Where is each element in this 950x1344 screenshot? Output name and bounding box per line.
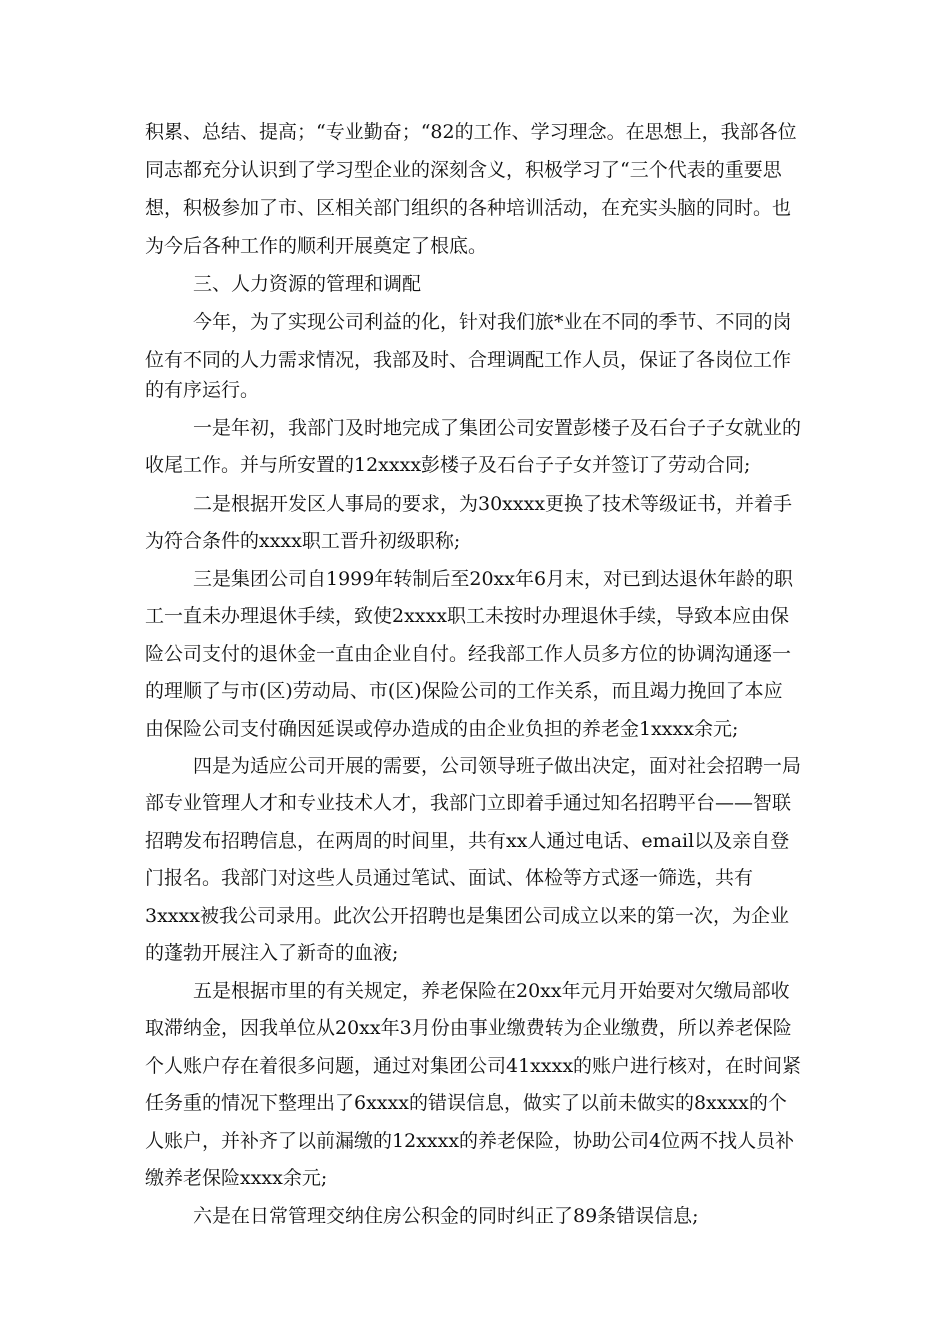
text-line: 个人账户存在着很多问题，通过对集团公司41xxxx的账户进行核对，在时间紧 (145, 1055, 802, 1077)
text-line: 取滞纳金，因我单位从20xx年3月份由事业缴费转为企业缴费，所以养老保险 (145, 1017, 792, 1039)
text-line: 六是在日常管理交纳住房公积金的同时纠正了89条错误信息; (193, 1205, 699, 1227)
text-line: 为符合条件的xxxx职工晋升初级职称; (145, 530, 461, 552)
text-line: 为今后各种工作的顺利开展奠定了根底。 (145, 235, 488, 257)
text-line: 同志都充分认识到了学习型企业的深刻含义，积极学习了“三个代表的重要思 (145, 159, 782, 181)
text-line: 招聘发布招聘信息，在两周的时间里，共有xx人通过电话、email以及亲自登 (145, 830, 790, 852)
text-line: 的蓬勃开展注入了新奇的血液; (145, 942, 399, 964)
text-line: 收尾工作。并与所安置的12xxxx彭楼子及石台子子女并签订了劳动合同; (145, 454, 751, 476)
text-line: 人账户，并补齐了以前漏缴的12xxxx的养老保险，协助公司4位两不找人员补 (145, 1130, 795, 1152)
text-line: 积累、总结、提高；“专业勤奋；“82的工作、学习理念。在思想上，我部各位 (145, 121, 797, 143)
text-line: 的有序运行。 (145, 379, 260, 401)
text-line: 想，积极参加了市、区相关部门组织的各种培训活动，在充实头脑的同时。也 (145, 197, 792, 219)
text-line: 二是根据开发区人事局的要求，为30xxxx更换了技术等级证书，并着手 (193, 493, 793, 515)
text-line: 任务重的情况下整理出了6xxxx的错误信息，做实了以前未做实的8xxxx的个 (145, 1092, 787, 1114)
text-line: 门报名。我部门对这些人员通过笔试、面试、体检等方式逐一筛选，共有 (145, 867, 754, 889)
text-line: 工一直未办理退休手续，致使2xxxx职工未按时办理退休手续，导致本应由保 (145, 605, 789, 627)
text-line: 险公司支付的退休金一直由企业自付。经我部工作人员多方位的协调沟通逐一 (145, 643, 792, 665)
text-line: 的理顺了与市(区)劳动局、市(区)保险公司的工作关系，而且竭力挽回了本应 (145, 680, 783, 702)
text-line: 3xxxx被我公司录用。此次公开招聘也是集团公司成立以来的第一次，为企业 (145, 905, 789, 927)
text-line: 由保险公司支付确因延误或停办造成的由企业负担的养老金1xxxx余元; (145, 718, 739, 740)
text-line: 三是集团公司自1999年转制后至20xx年6月末，对已到达退休年龄的职 (193, 568, 794, 590)
text-line: 部专业管理人才和专业技术人才，我部门立即着手通过知名招聘平台——智联 (145, 792, 792, 814)
text-line: 位有不同的人力需求情况，我部及时、合理调配工作人员，保证了各岗位工作 (145, 349, 792, 371)
text-line: 今年，为了实现公司利益的化，针对我们旅*业在不同的季节、不同的岗 (193, 311, 792, 333)
text-line: 五是根据市里的有关规定，养老保险在20xx年元月开始要对欠缴局部收 (193, 980, 790, 1002)
text-line: 四是为适应公司开展的需要，公司领导班子做出决定，面对社会招聘一局 (193, 755, 802, 777)
text-line: 一是年初，我部门及时地完成了集团公司安置彭楼子及石台子子女就业的 (193, 417, 802, 439)
text-line: 缴养老保险xxxx余元; (145, 1167, 328, 1189)
section-heading: 三、人力资源的管理和调配 (193, 273, 422, 295)
